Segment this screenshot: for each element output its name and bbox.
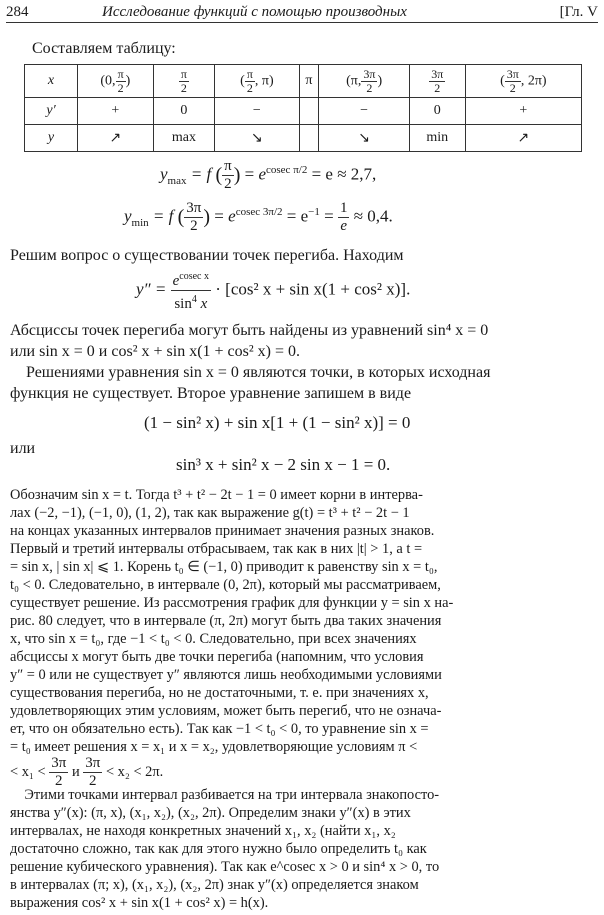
cell-right: ) [377,73,383,89]
intro-text: Составляем таблицу: [32,40,176,57]
cell-left: ( [240,73,245,89]
cell-num: π [246,66,253,81]
cell-den: 2 [117,80,124,95]
body-line: x, что sin x = t₀, где −1 < t₀ < 0. Следовательно, при всех значениях [10,631,417,647]
body-line: y″ = 0 или не существует y″ являются лишь необходимыми условиями [10,667,442,683]
cell-right: ) [125,73,131,89]
table-cell: + [465,98,581,125]
text-inflection: Решим вопрос о существовании точек перегиба. Находим [10,247,404,264]
table-row-x [25,65,582,98]
body-line: лах (−2, −1), (−1, 0), (1, 2), так как выражение g(t) = t³ + t² − 2t − 1 [10,505,410,521]
ymax-exp-num: π [293,163,299,176]
cond-mid: и [71,763,80,780]
ymax-num: π [224,158,232,174]
cell-den: 2 [180,80,187,95]
table-cell: 0 [153,98,214,125]
cell-den: 2 [434,80,441,95]
cell-num: 3π [506,66,519,81]
cell-left: (π, [346,73,362,89]
ymax-mid: = f [190,164,212,184]
tail-line: интервалах, не находя конкретных значений x₁, x₂ (найти x₁, x₂ [10,823,396,839]
ymin-rhs2-den: e [340,218,348,234]
table-cell [299,125,319,152]
ymax-exp: cosec [266,163,291,176]
cond-d2: 2 [89,773,97,790]
cell-left: (0, [100,73,116,89]
tail-line: Этими точками интервал разбивается на три интервала знакопосто- [10,787,440,803]
body-line: Первый и третий интервалы отбрасываем, так как в них |t| > 1, а t = [10,541,423,557]
ymax-sub: max [167,174,187,187]
body-line: абсциссы x могут быть две точки перегиба (напомним, что условия [10,649,424,665]
cond-n2: 3π [85,755,101,772]
ymin-sub: min [131,216,149,229]
tail-line: выражения cos² x + sin x(1 + cos² x) = h(x). [10,895,269,911]
ypp-den: sin [174,296,192,312]
table-cell [409,65,465,98]
cond-d1: 2 [55,773,63,790]
ymin-den: 2 [190,218,198,234]
ymax-rhs: = e ≈ 2,7, [311,164,377,184]
decreasing-arrow-icon: ↘ [215,125,299,152]
table-cell: 0 [409,98,465,125]
running-title: Исследование функций с помощью производных [102,4,407,20]
table-cell: − [215,98,299,125]
page-header [6,4,598,23]
row-label-yprime: y′ [25,98,78,125]
body-line: ет, что он обязательно есть). Так как −1 < t₀ < 0, то уравнение sin x = [10,721,429,737]
ypp-den-sup: 4 [191,294,197,305]
cell-den: 2 [246,80,253,95]
increasing-arrow-icon: ↗ [465,125,581,152]
table-row-yprime [25,98,582,125]
table-cell [319,65,410,98]
table-cell: min [409,125,465,152]
tail-line: достаточно сложно, так как для этого нужно было определить t₀ как [10,841,427,857]
cond-n1: 3π [51,755,67,772]
body-line: на концах указанных интервалов принимает значения разных знаков. [10,523,435,539]
condition-line [10,755,163,790]
body-line: t₀ < 0. Следовательно, в интервале (0, 2π), который мы рассматриваем, [10,577,441,593]
ymin-rhs3: ≈ 0,4. [353,206,393,226]
cell-num: 3π [431,66,444,81]
tail-line: решение кубического уравнения). Так как e^cosec x > 0 и sin⁴ x > 0, то [10,859,440,875]
table-row-y [25,125,582,152]
chapter-label: [Гл. V [559,4,598,20]
ymax-formula: $y_{max} = f$ ( $\frac{\pi}{2}$ ) = $e^{cosec \pi/2} = e \approx 2,7$, [160,158,377,192]
table-cell [215,65,299,98]
cond-b: < x₂ < 2π. [105,763,164,780]
ypp-formula [136,268,410,313]
table-cell [78,65,154,98]
ymin-lhs: y [124,206,132,226]
ymax-exp-den: 2 [301,163,308,176]
ymin-exp-num: 3π [262,205,274,218]
cell-right: , 2π) [520,73,547,89]
body-line: Обозначим sin x = t. Тогда t³ + t² − 2t − 1 = 0 имеет корни в интерва- [10,487,423,503]
line-1: Абсциссы точек перегиба могут быть найдены из уравнений sin⁴ x = 0 [10,322,489,339]
ymin-formula: $y_{min} = f$ ( $\frac{3\pi}{2}$ ) = $e^{cosec 3\pi/2} = e^{-1}$ = $\frac{1}{e}$ ≈ 0,4. [124,200,393,234]
table-cell: max [153,125,214,152]
equation-2: sin³ x + sin² x − 2 sin x − 1 = 0. [176,455,391,474]
cond-a: < x₁ < [10,763,46,780]
body-line: рис. 80 следует, что в интервале (π, 2π) могут быть два таких значения [10,613,442,629]
table-cell: + [78,98,154,125]
cell-right: , π) [254,73,274,89]
body-line: = sin x, | sin x| ⩽ 1. Корень t₀ ∈ (−1, 0) приводит к равенству sin x = t₀, [10,559,438,575]
equation-1: (1 − sin² x) + sin x[1 + (1 − sin² x)] = 0 [144,413,411,432]
ymin-rhs1-sup: −1 [308,205,320,218]
ymin-num: 3π [186,200,202,216]
line-2: или sin x = 0 и cos² x + sin x(1 + cos² x) = 0. [10,343,301,360]
increasing-arrow-icon: ↗ [78,125,154,152]
or-word: или [10,440,36,457]
ymax-lhs: y [160,164,168,184]
body-line: = t₀ имеет решения x = x₁ и x = x₂, удовлетворяющие условиям π < [10,739,418,755]
cell-num: π [180,66,187,81]
decreasing-arrow-icon: ↘ [319,125,410,152]
row-label-x: x [25,65,78,98]
table-cell [465,65,581,98]
cell-left: ( [500,73,505,89]
ypp-den-x: x [200,296,208,312]
line-4: функция не существует. Второе уравнение запишем в виде [10,385,412,402]
ymax-den: 2 [224,176,232,192]
table-cell [153,65,214,98]
ymin-exp-den: 2 [277,205,283,218]
ymin-exp: cosec [235,205,261,218]
cell-num: 3π [363,66,376,81]
ymin-rhs1: = e [286,206,309,226]
table-cell [299,98,319,125]
sign-table [24,64,582,152]
body-line: удовлетворяющих этим условиям, может быть перегиб, что не означа- [10,703,442,719]
line-3: Решениями уравнения sin x = 0 являются точки, в которых исходная [10,364,491,381]
table-cell: π [299,65,319,98]
ymin-mid: = f [152,206,174,226]
tail-line: в интервалах (π; x), (x₁, x₂), (x₂, 2π) знак y″(x) определяется знаком [10,877,419,893]
table-cell: − [319,98,410,125]
ymin-rhs2-num: 1 [339,200,348,216]
tail-line: янства y″(x): (π, x), (x₁, x₂), (x₂, 2π). Определим знаки y″(x) в этих [10,805,411,821]
row-label-y: y [25,125,78,152]
body-line: существования перегиба, но не достаточными, т. е. при значениях x, [10,685,429,701]
page-number: 284 [6,4,29,20]
cell-den: 2 [366,80,373,95]
ypp-rhs: · [cos² x + sin x(1 + cos² x)]. [215,279,411,299]
body-line: существует решение. Из рассмотрения график для функции y = sin x на- [10,595,454,611]
ypp-num: e [172,273,180,289]
ypp-num-sup: cosec x [179,271,209,282]
ypp-lhs: y″ = [136,279,167,299]
cell-num: π [117,66,124,81]
cell-den: 2 [509,80,516,95]
